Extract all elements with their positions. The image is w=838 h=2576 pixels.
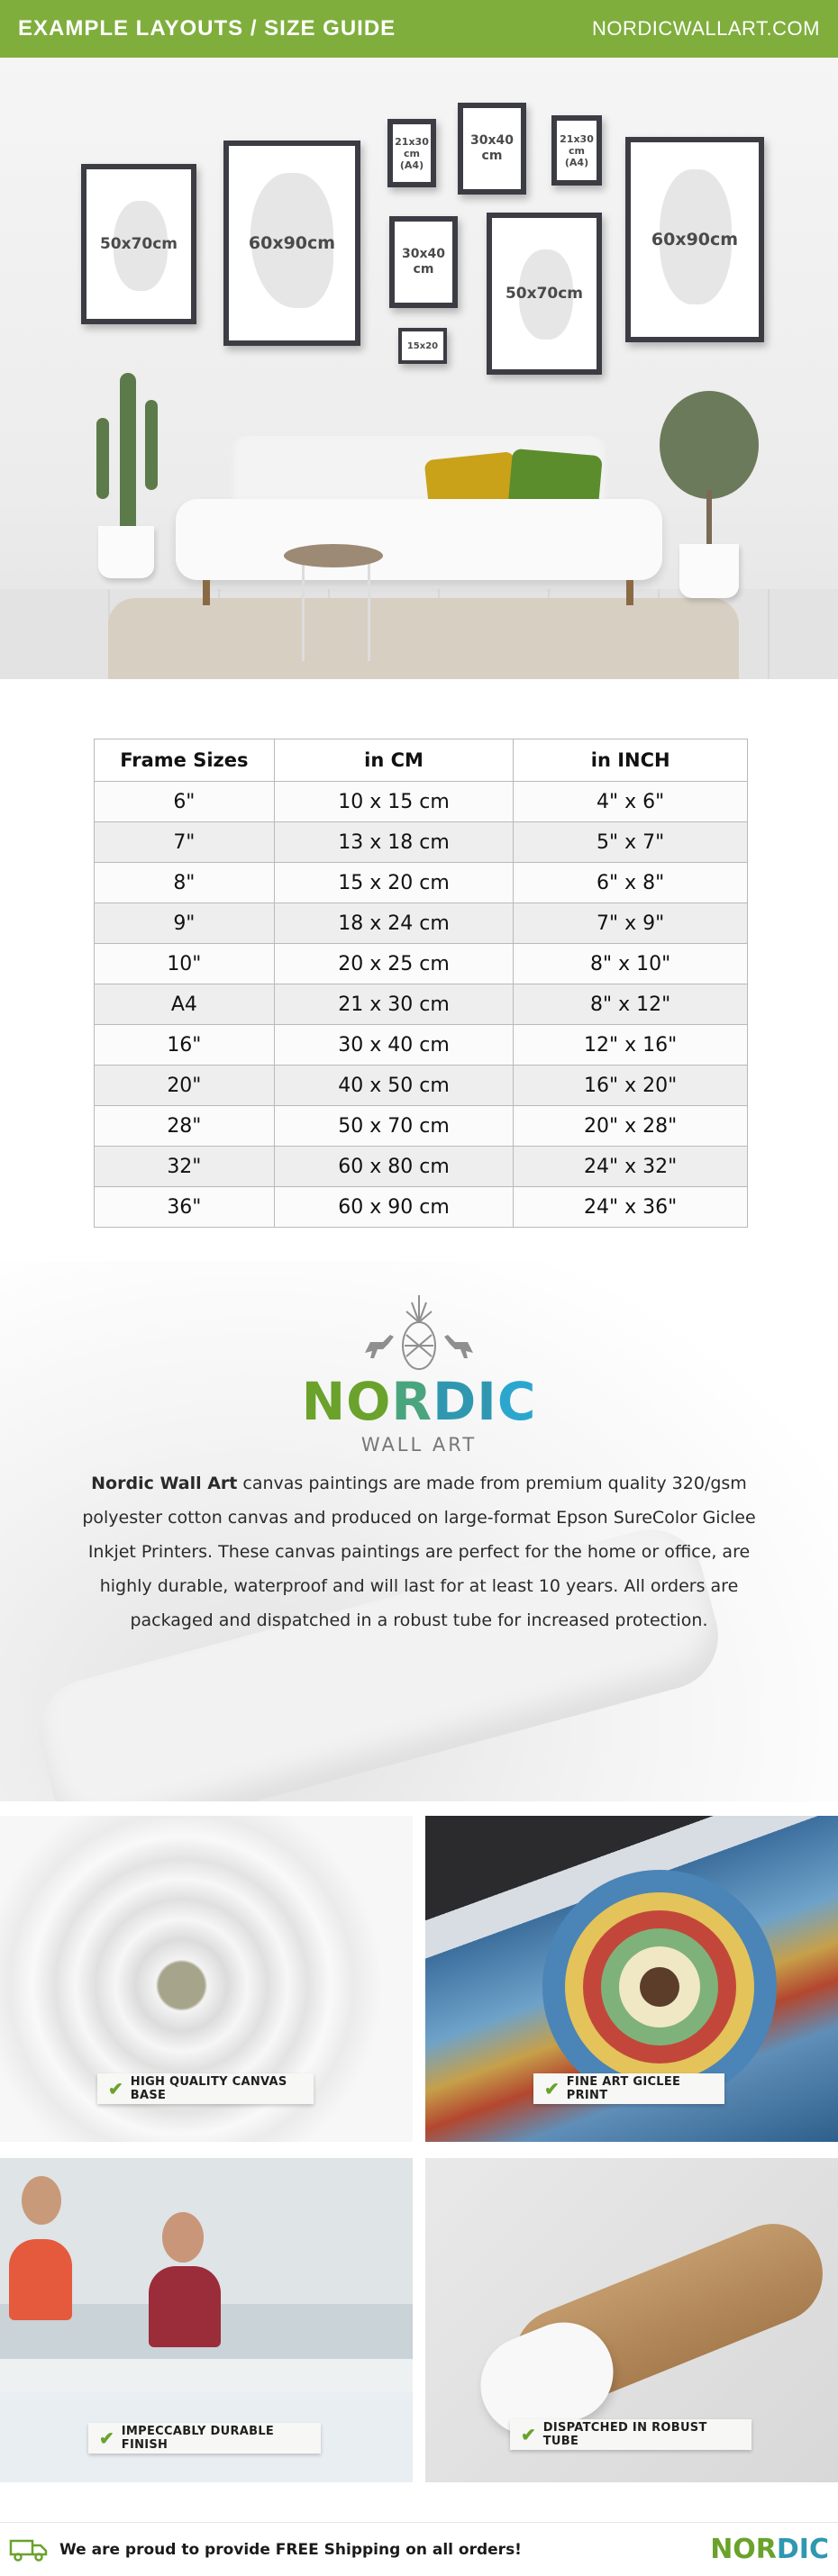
frame-30x40-middle [389,216,458,308]
table-cell: 12" x 16" [514,1025,748,1066]
frame-60x90-right [625,137,764,342]
frame-size-label: 21x30 cm (A4) [395,135,429,171]
olive-tree-icon [651,391,768,607]
frame-size-label: 30x40 cm [470,133,514,163]
logo-letter: C [496,1371,537,1432]
feature-badge [510,2419,751,2450]
table-cell: 20" x 28" [514,1106,748,1147]
frame-a4-left [387,119,436,187]
table-cell: 16" [95,1025,275,1066]
table-cell: 24" x 32" [514,1147,748,1187]
table-cell: 16" x 20" [514,1066,748,1106]
column-header: in INCH [514,739,748,782]
check-icon: ✔ [99,2428,114,2449]
table-cell: 40 x 50 cm [274,1066,514,1106]
table-cell: 8" [95,863,275,903]
frame-size-label: 50x70cm [99,235,178,253]
footer-brand-logo[interactable]: NORDIC [710,2534,829,2565]
table-cell: 50 x 70 cm [274,1106,514,1147]
frame-30x40-top [458,103,526,195]
check-icon: ✔ [544,2079,560,2100]
table-cell: 60 x 90 cm [274,1187,514,1228]
column-header: in CM [274,739,514,782]
table-cell: 6" [95,782,275,822]
table-row [95,822,748,863]
header-bar [0,0,838,58]
table-cell: 6" x 8" [514,863,748,903]
logo-letter: R [391,1371,433,1432]
table-cell: 36" [95,1187,275,1228]
frame-15x20 [398,328,447,364]
frame-size-label: 30x40 cm [402,247,445,277]
table-cell: 60 x 80 cm [274,1147,514,1187]
table-cell: 32" [95,1147,275,1187]
table-cell: A4 [95,984,275,1025]
table-row [95,1106,748,1147]
table-cell: 10 x 15 cm [274,782,514,822]
brand-logo [0,1371,838,1432]
logo-letter: D [433,1371,478,1432]
table-cell: 24" x 36" [514,1187,748,1228]
shipping-message: We are proud to provide FREE Shipping on all orders! [59,2540,522,2559]
canvas-roll-photo [0,1816,413,2142]
logo-letter: O [346,1371,392,1432]
feature-label: HIGH QUALITY CANVAS BASE [130,2075,287,2102]
table-cell: 10" [95,944,275,984]
feature-badge [533,2073,724,2104]
frame-50x70-right [487,213,602,375]
side-table [284,544,383,670]
table-cell: 30 x 40 cm [274,1025,514,1066]
staff-printing-photo [0,2158,413,2482]
table-cell: 8" x 12" [514,984,748,1025]
table-cell: 20" [95,1066,275,1106]
about-body: canvas paintings are made from premium quality 320/gsm polyester cotton canvas and produced on large-format Epson SureColor Giclee Inkjet Printers. These canvas paintings are perfect for the home or office, are highly durable, waterproof and will last for at least 10 years. All orders are packaged and dispatched in a robust tube for increased protection. [82,1474,756,1630]
frame-size-label: 15x20 [406,340,439,351]
table-cell: 20 x 25 cm [274,944,514,984]
about-brand-name: Nordic Wall Art [91,1474,238,1493]
frame-size-label: 21x30 cm (A4) [560,132,594,168]
footer-bar [0,2522,838,2576]
frame-size-label: 60x90cm [651,230,739,249]
table-row [95,944,748,984]
site-url[interactable]: NORDICWALLART.COM [592,17,820,40]
table-cell: 9" [95,903,275,944]
shipping-tube-photo [425,2158,838,2482]
frame-60x90-left [223,141,360,346]
pineapple-deer-logo-icon [347,1290,491,1373]
table-row [95,782,748,822]
feature-label: DISPATCHED IN ROBUST TUBE [542,2421,707,2448]
table-cell: 13 x 18 cm [274,822,514,863]
cactus-plant-icon [86,373,167,580]
check-icon: ✔ [521,2425,536,2445]
table-row [95,1147,748,1187]
frame-size-label: 50x70cm [505,285,584,303]
feature-badge [88,2423,321,2454]
page-title: EXAMPLE LAYOUTS / SIZE GUIDE [18,16,396,41]
table-cell: 28" [95,1106,275,1147]
feature-badge [97,2073,314,2104]
frame-size-label: 60x90cm [248,233,336,253]
feature-label: IMPECCABLY DURABLE FINISH [121,2425,275,2452]
table-row [95,903,748,944]
table-row [95,863,748,903]
sofa [176,436,662,607]
truck-icon [9,2537,49,2562]
table-cell: 21 x 30 cm [274,984,514,1025]
table-cell: 8" x 10" [514,944,748,984]
check-icon: ✔ [108,2079,123,2100]
table-cell: 15 x 20 cm [274,863,514,903]
logo-letter: N [301,1371,347,1432]
table-row [95,1066,748,1106]
table-cell: 7" x 9" [514,903,748,944]
giclee-print-photo [425,1816,838,2142]
feature-label: FINE ART GICLEE PRINT [566,2075,681,2102]
table-cell: 4" x 6" [514,782,748,822]
about-paragraph [72,1466,766,1637]
table-cell: 18 x 24 cm [274,903,514,944]
size-table [94,739,748,1228]
room-scene-image [0,58,838,679]
frame-50x70-left [81,164,196,324]
column-header: Frame Sizes [95,739,275,782]
table-cell: 7" [95,822,275,863]
table-cell: 5" x 7" [514,822,748,863]
table-row [95,1187,748,1228]
brand-subtitle: WALL ART [360,1434,478,1456]
table-row [95,984,748,1025]
logo-letter: I [477,1371,497,1432]
rug [108,598,739,679]
frame-a4-right [551,115,602,186]
table-row [95,1025,748,1066]
table-header-row [95,739,748,782]
